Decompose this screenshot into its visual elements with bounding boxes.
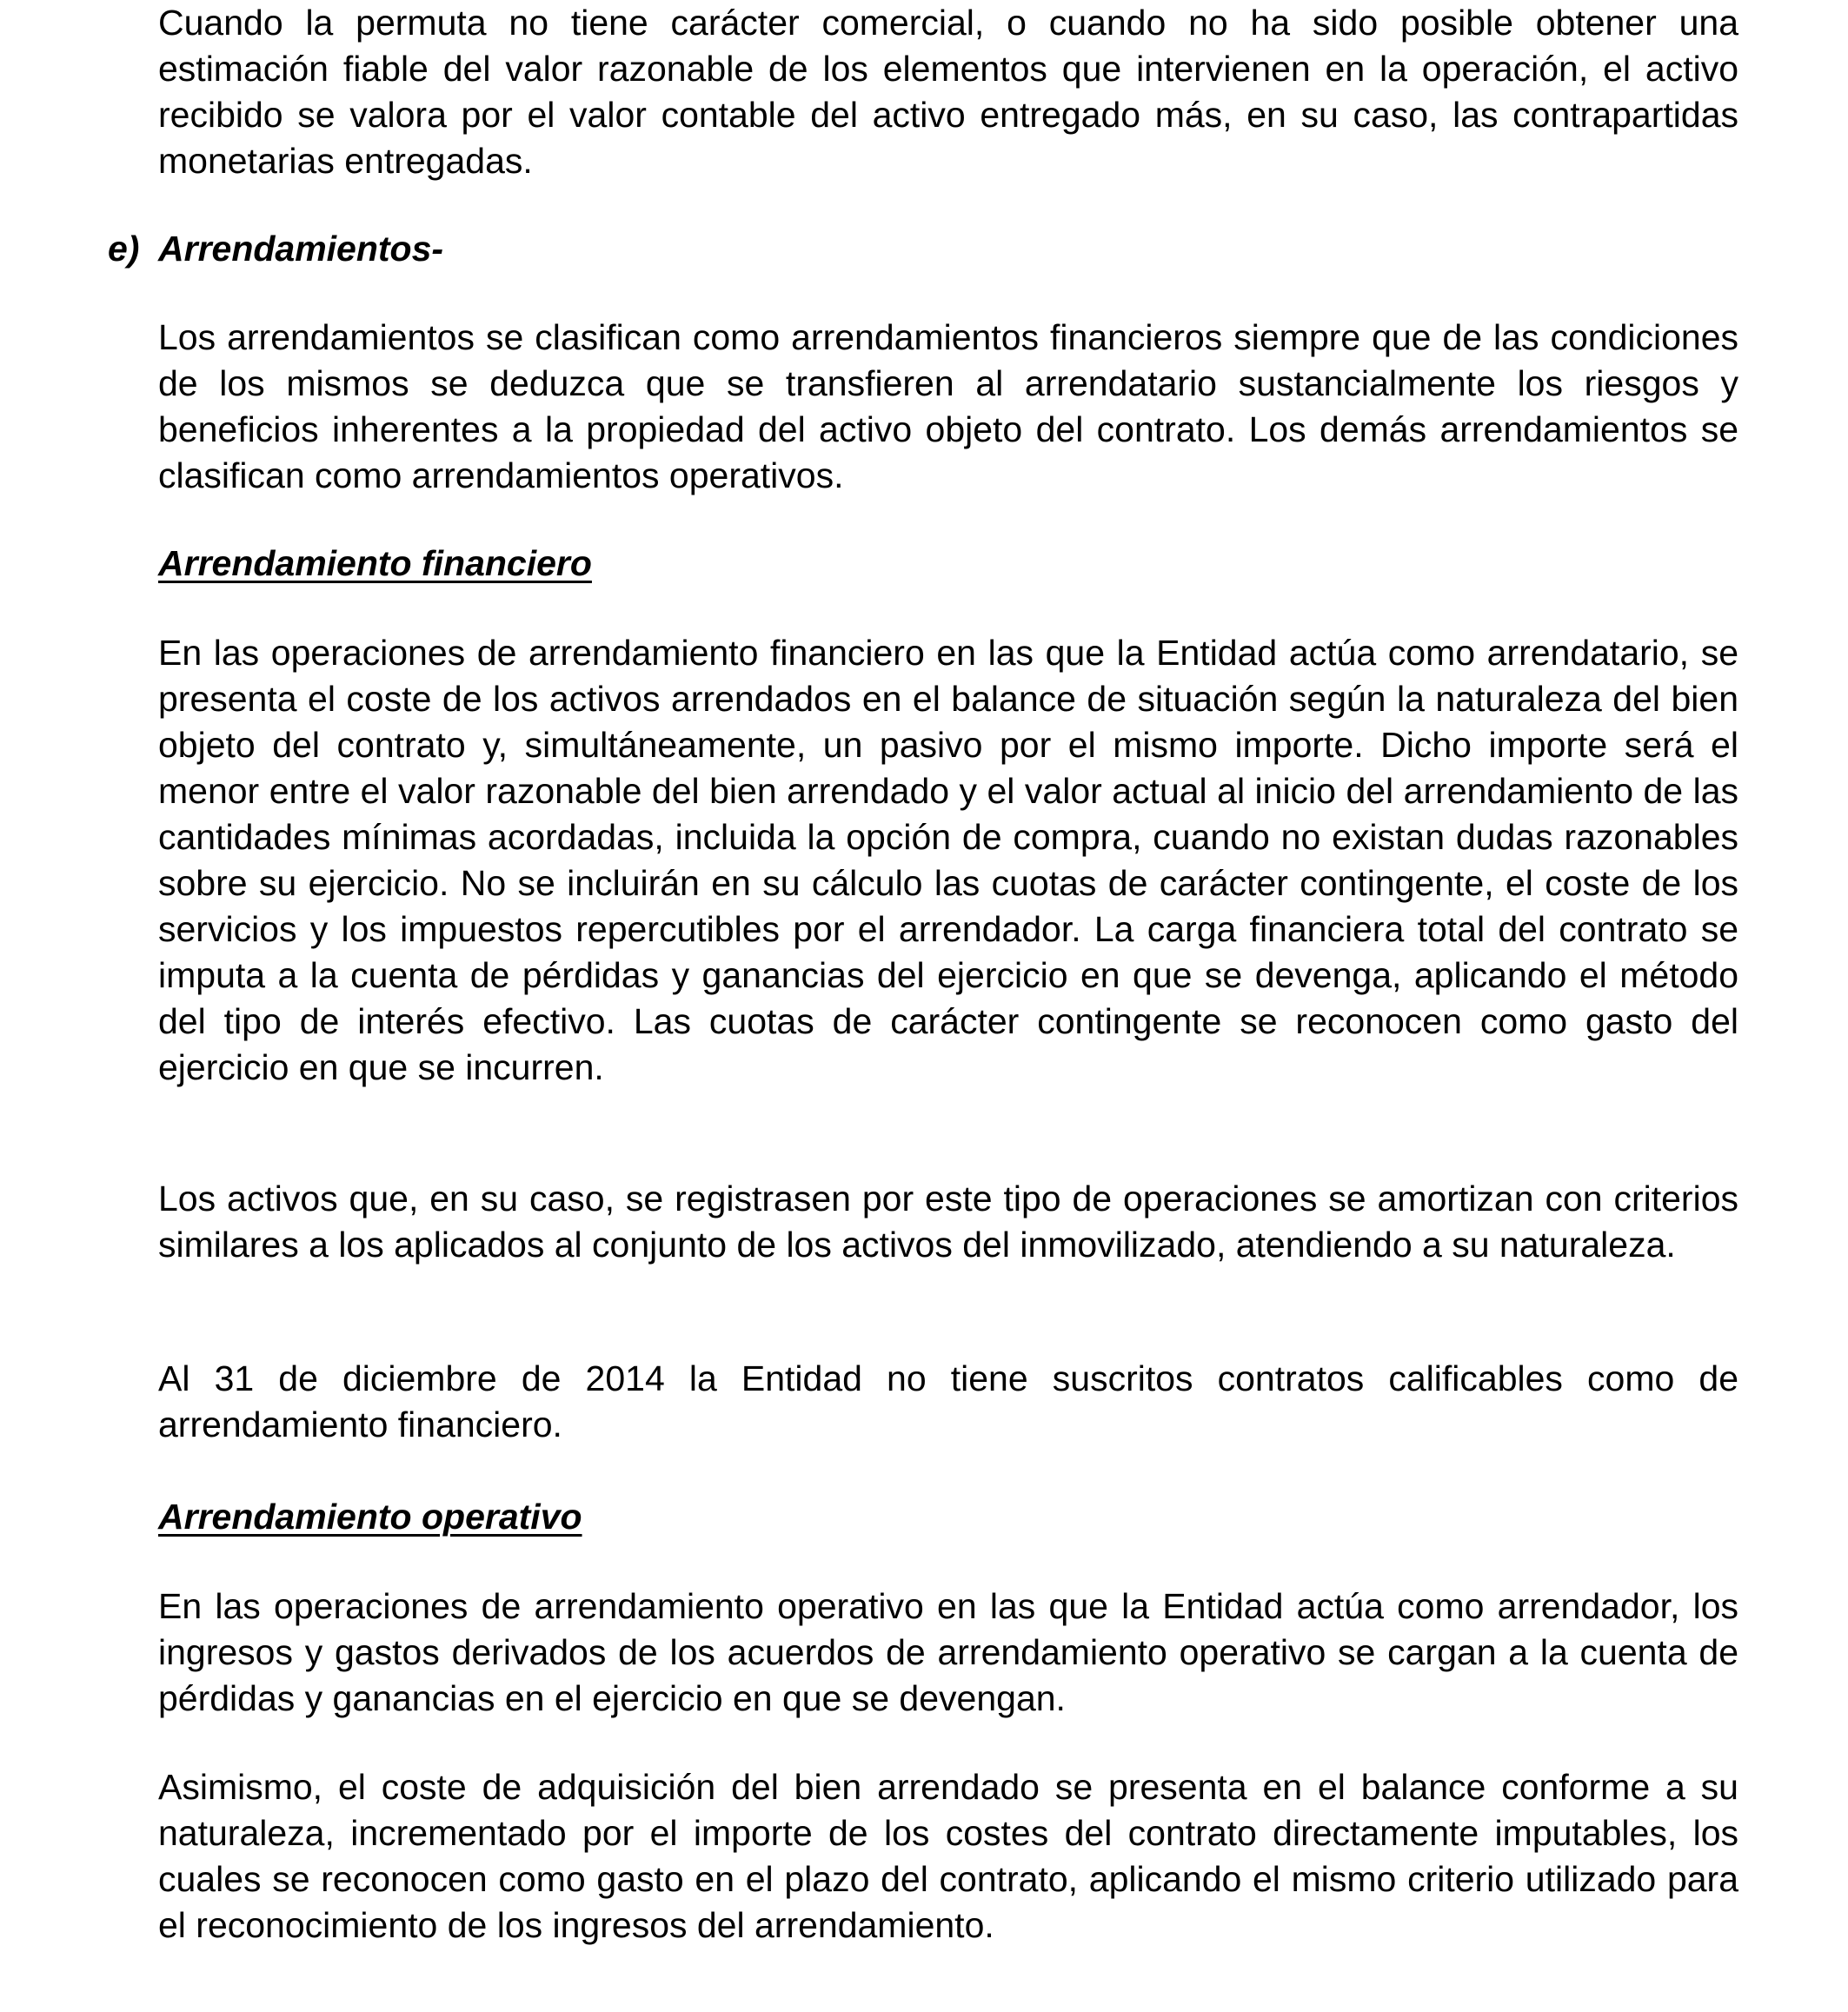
paragraph-operativo-arrendador: En las operaciones de arrendamiento operativo en las que la Entidad actúa como arrendador, los ingresos y gastos derivados de los acuerdos de arrendamiento operativo se cargan a la cuenta de pérdidas y ganancias en el ejercicio en que se devengan.: [158, 1586, 1738, 1718]
section-letter: e): [108, 229, 140, 269]
subheading-arrendamiento-operativo: Arrendamiento operativo: [158, 1497, 582, 1537]
paragraph-coste-adquisicion: Asimismo, el coste de adquisición del bien arrendado se presenta en el balance conforme a su naturaleza, incrementado por el importe de los costes del contrato directamente imputables, los cuales se reconocen como gasto en el plazo del contrato, aplicando el mismo criterio utilizado para el reconocimiento de los ingresos del arrendamiento.: [158, 1767, 1738, 1945]
paragraph-amortizacion: Los activos que, en su caso, se registrasen por este tipo de operaciones se amortizan con criterios similares a los aplicados al conjunto de los activos del inmovilizado, atendiendo a su naturaleza.: [158, 1179, 1738, 1265]
section-heading-arrendamientos: [108, 226, 1738, 272]
subheading-arrendamiento-financiero: Arrendamiento financiero: [158, 543, 592, 583]
paragraph-contratos-2014: Al 31 de diciembre de 2014 la Entidad no tiene suscritos contratos calificables como de arrendamiento financiero.: [158, 1358, 1738, 1444]
paragraph-clasificacion: Los arrendamientos se clasifican como arrendamientos financieros siempre que de las condiciones de los mismos se deduzca que se transfieren al arrendatario sustancialmente los riesgos y beneficios inherentes a la propiedad del activo objeto del contrato. Los demás arrendamientos se clasifican como arrendamientos operativos.: [158, 317, 1738, 495]
paragraph-permuta: Cuando la permuta no tiene carácter comercial, o cuando no ha sido posible obtener una estimación fiable del valor razonable de los elementos que intervienen en la operación, el activo recibido se valora por el valor contable del activo entregado más, en su caso, las contrapartidas monetarias entregadas.: [158, 3, 1738, 181]
section-title: Arrendamientos-: [158, 229, 444, 269]
paragraph-financiero-arrendatario: En las operaciones de arrendamiento financiero en las que la Entidad actúa como arrendatario, se presenta el coste de los activos arrendados en el balance de situación según la naturaleza del bien objeto del contrato y, simultáneamente, un pasivo por el mismo importe. Dicho importe será el menor entre el valor razonable del bien arrendado y el valor actual al inicio del arrendamiento de las cantidades mínimas acordadas, incluida la opción de compra, cuando no existan dudas razonables sobre su ejercicio. No se incluirán en su cálculo las cuotas de carácter contingente, el coste de los servicios y los impuestos repercutibles por el arrendador. La carga financiera total del contrato se imputa a la cuenta de pérdidas y ganancias del ejercicio en que se devenga, aplicando el método del tipo de interés efectivo. Las cuotas de carácter contingente se reconocen como gasto del ejercicio en que se incurren.: [158, 633, 1738, 1087]
